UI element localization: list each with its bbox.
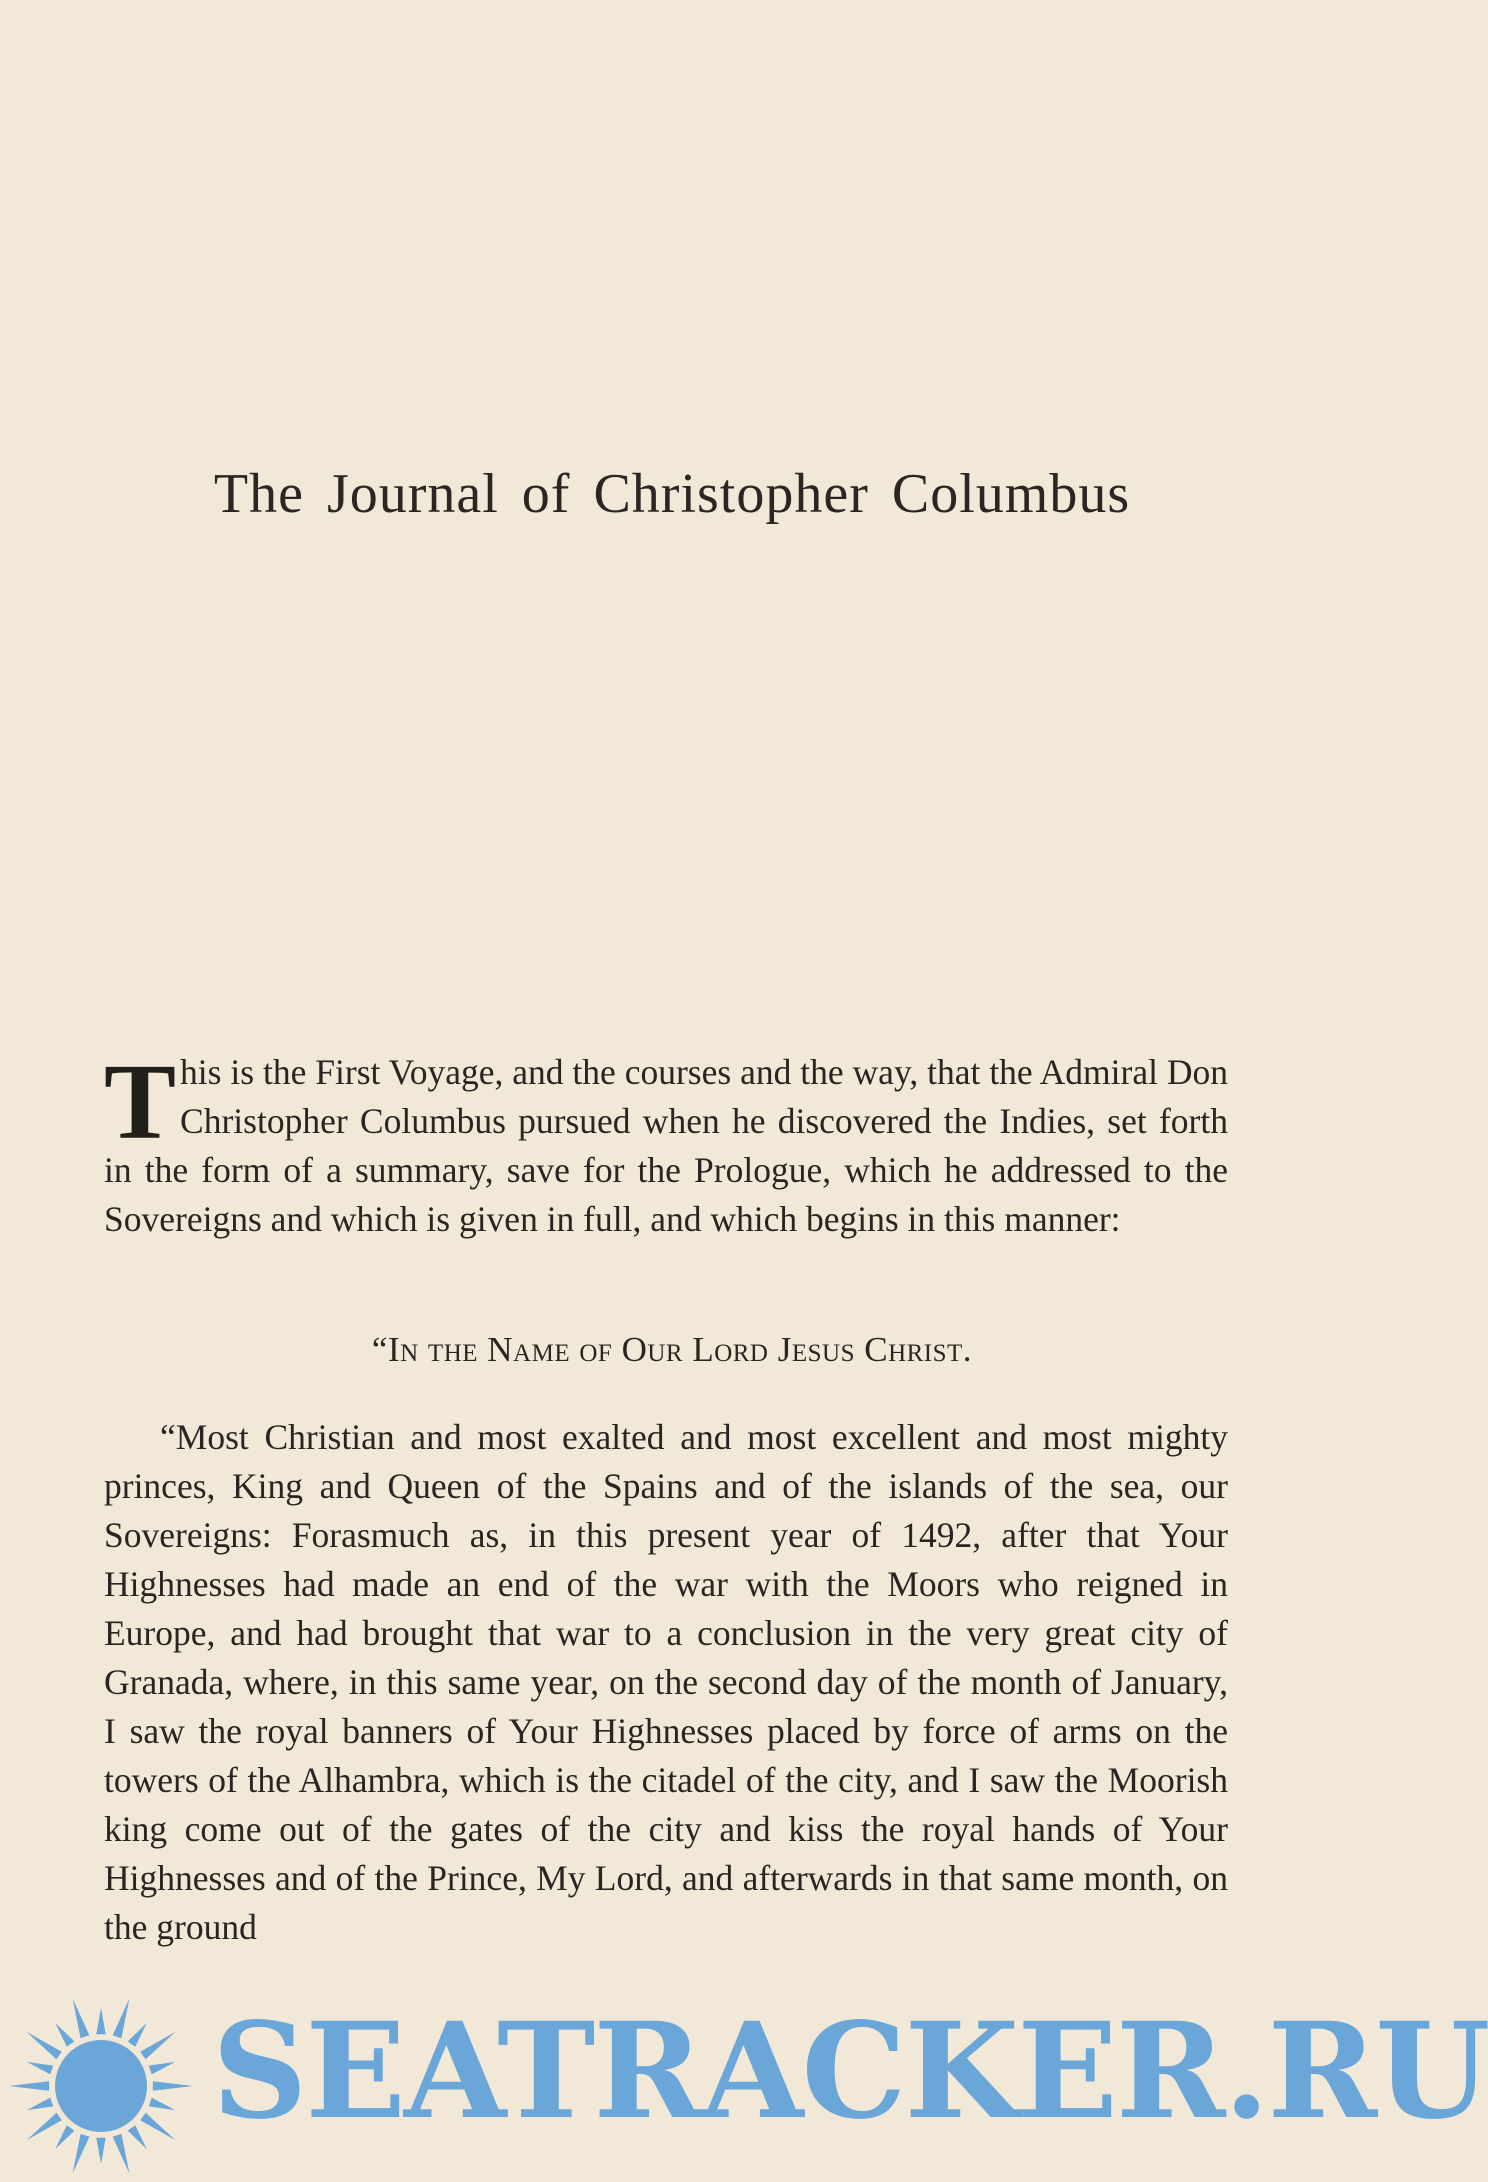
sun-icon xyxy=(6,1991,196,2181)
sun-ray xyxy=(149,2098,175,2111)
sun-ray xyxy=(73,2134,90,2174)
sun-ray xyxy=(73,1999,90,2039)
prologue-paragraph: “Most Christian and most exalted and most excellent and most mighty princes, King and Queen of the Spains and of the islands of the sea, our Sovereigns: Forasmuch as, in this present year of 1492, after that Your Highnesses had made an end of the war with the Moors who reigned in Europe, and had brought that war to a conclusion in the very great city of Granada, where, in this same year, on the second day of the month of January, I saw the royal banners of Your Highnesses placed by force of arms on the towers of the Alhambra, which is the citadel of the city, and I saw the Moorish king come out of the gates of the city and kiss the royal hands of Your Highnesses and of the Prince, My Lord, and afterwards in that same month, on the ground xyxy=(104,1417,1228,1947)
sun-ray xyxy=(9,2081,49,2090)
heading-quote: “ xyxy=(371,1330,388,1369)
sun-ray xyxy=(55,2023,74,2047)
sun-ray xyxy=(140,2032,175,2059)
intro-text: his is the First Voyage, and the courses and the way, that the Admiral Don Christopher Columbus pursued when he discovered the Indies, set forth in the form of a summary, save for the Prologue, which he addressed to the Sovereigns and which is given in full, and which begins in this manner: xyxy=(104,1052,1228,1239)
sun-ray xyxy=(27,2098,53,2111)
sun-ray xyxy=(96,2008,105,2034)
sun-ray xyxy=(27,2062,53,2075)
sun-ray xyxy=(113,1999,130,2039)
sun-ray xyxy=(149,2062,175,2075)
sun-ray xyxy=(55,2125,74,2149)
sun-ray xyxy=(96,2138,105,2164)
heading-text: In the Name of Our Lord Jesus Christ. xyxy=(387,1330,973,1369)
drop-cap: T xyxy=(104,1043,177,1162)
sun-ray xyxy=(128,2023,147,2047)
sun-ray xyxy=(128,2125,147,2149)
sun-ray xyxy=(140,2113,175,2140)
watermark-text: SEATRACKER.RU xyxy=(212,1994,1488,2149)
page-title: The Journal of Christopher Columbus xyxy=(213,463,1131,525)
intro-paragraph xyxy=(104,1043,1228,1244)
sun-ray xyxy=(113,2134,130,2174)
sun-ray xyxy=(153,2081,193,2090)
invocation-heading xyxy=(0,1330,1344,1370)
watermark xyxy=(0,1975,1488,2182)
sun-ray xyxy=(27,2113,62,2140)
sun-ray xyxy=(27,2032,62,2059)
